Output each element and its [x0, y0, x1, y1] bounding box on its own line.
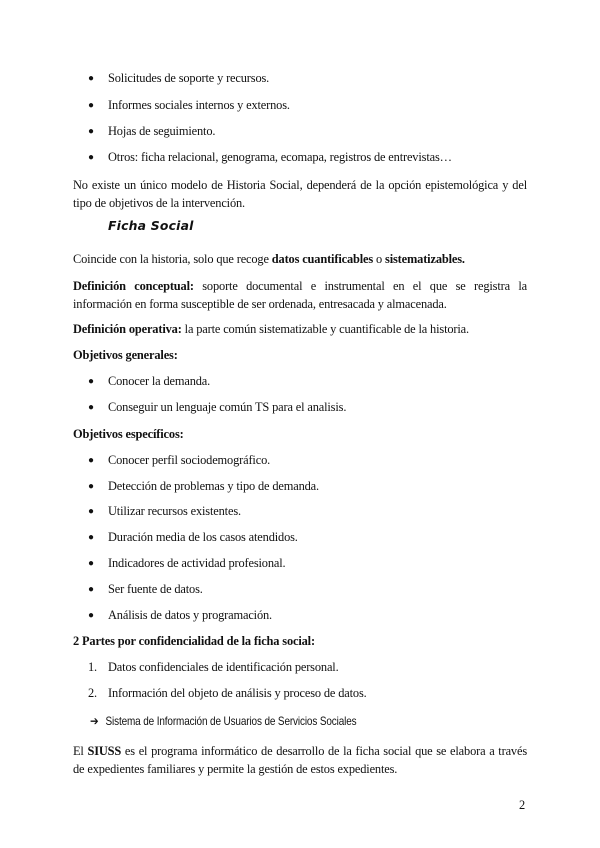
- bullet-icon: ●: [88, 126, 94, 137]
- list-item: ● Conseguir un lenguaje común TS para el analisis.: [88, 398, 346, 416]
- partes-label: 2 Partes por confidencialidad de la ficha social:: [73, 634, 315, 648]
- numbered-item: 1. Datos confidenciales de identificación personal.: [88, 660, 339, 674]
- bullet-icon: ●: [88, 152, 94, 163]
- list-item: ● Detección de problemas y tipo de demanda.: [88, 477, 319, 495]
- arrow-right-icon: ➔: [90, 714, 99, 728]
- coincide-paragraph: Coincide con la historia, solo que recoge datos cuantificables o sistematizables.: [73, 252, 465, 266]
- list-item: ● Otros: ficha relacional, genograma, ecomapa, registros de entrevistas…: [88, 148, 452, 166]
- bullet-icon: ●: [88, 402, 94, 413]
- bullet-icon: ●: [88, 532, 94, 543]
- numbered-item: 2. Información del objeto de análisis y proceso de datos.: [88, 686, 367, 700]
- bullet-icon: ●: [88, 100, 94, 111]
- arrow-item: ➔ Sistema de Información de Usuarios de Servicios Sociales: [90, 714, 357, 728]
- list-item: ● Ser fuente de datos.: [88, 580, 203, 598]
- section-heading: Ficha Social: [108, 218, 194, 233]
- no-model-paragraph: No existe un único modelo de Historia Social, dependerá de la opción epistemológica y del tipo de objetivos de la intervención.: [73, 178, 527, 210]
- bullet-icon: ●: [88, 73, 94, 84]
- list-item: ● Solicitudes de soporte y recursos.: [88, 69, 269, 87]
- definition-conceptual: Definición conceptual: soporte documental e instrumental en el que se registra la información en forma susceptible de ser ordenada, entresacada y almacenada.: [73, 279, 527, 311]
- list-item: ● Duración media de los casos atendidos.: [88, 528, 298, 546]
- list-item: ● Informes sociales internos y externos.: [88, 96, 290, 114]
- bullet-icon: ●: [88, 584, 94, 595]
- bullet-icon: ●: [88, 376, 94, 387]
- bullet-icon: ●: [88, 481, 94, 492]
- siuss-paragraph: El SIUSS es el programa informático de desarrollo de la ficha social que se elabora a través de expedientes familiares y permite la gestión de estos expedientes.: [73, 744, 527, 776]
- bullet-icon: ●: [88, 610, 94, 621]
- bullet-icon: ●: [88, 506, 94, 517]
- list-item: ● Análisis de datos y programación.: [88, 606, 272, 624]
- bullet-icon: ●: [88, 455, 94, 466]
- objetivos-especificos-label: Objetivos específicos:: [73, 427, 184, 441]
- list-item: ● Utilizar recursos existentes.: [88, 502, 241, 520]
- list-item: ● Conocer perfil sociodemográfico.: [88, 451, 270, 469]
- definition-operativa: Definición operativa: la parte común sistematizable y cuantificable de la historia.: [73, 322, 469, 336]
- page-number: 2: [519, 798, 526, 812]
- list-item: ● Conocer la demanda.: [88, 372, 210, 390]
- list-item: ● Hojas de seguimiento.: [88, 122, 215, 140]
- list-item: ● Indicadores de actividad profesional.: [88, 554, 285, 572]
- objetivos-generales-label: Objetivos generales:: [73, 348, 178, 362]
- bullet-icon: ●: [88, 558, 94, 569]
